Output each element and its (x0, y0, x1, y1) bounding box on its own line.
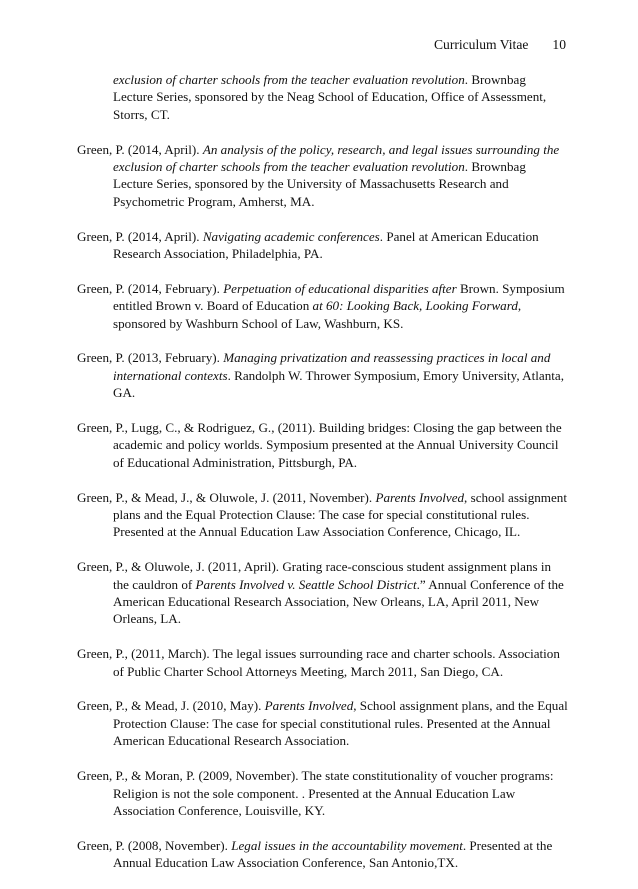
page-number: 10 (552, 37, 566, 52)
citation-entry (77, 228, 569, 263)
citation-text: Green, P. (2014, April). (77, 228, 203, 244)
citation-text: Brown. Symposium entitled Brown v. Board of Education (113, 280, 565, 314)
citation-entry (77, 645, 569, 680)
citation-text: . Randolph W. Thrower Symposium, Emory University, Atlanta, GA. (113, 367, 564, 401)
citation-text: Green, P. (2008, November). (77, 837, 232, 853)
citation-text: Green, P., Lugg, C., & Rodriguez, G., (2011). Building bridges: Closing the gap between the academic and policy worlds. Symposium presented at the Annual University Council of Educational Administration, Pittsburgh, PA. (77, 420, 562, 470)
citation-text: Green, P., & Oluwole, J. (2011, April). Grating race-conscious student assignment plans in the cauldron of (77, 559, 552, 592)
citation-entry (77, 280, 569, 332)
citation-title: Parents Involved (264, 698, 354, 714)
citation-title: Managing privatization and reassessing practices in local and international contexts (113, 350, 551, 383)
citation-text: . Brownbag Lecture Series, sponsored by the University of Massachusetts Research and Psychometric Program, Amherst, MA. (113, 159, 526, 209)
presentations-list (77, 71, 569, 889)
running-header (434, 36, 566, 53)
citation-text: . Panel at American Education Research Association, Philadelphia, PA. (113, 228, 539, 262)
citation-text: . Presented at the Annual Education Law Association Conference, San Antonio,TX. (113, 837, 553, 871)
citation-text: . Brownbag Lecture Series, sponsored by the Neag School of Education, Office of Assessment, Storrs, CT. (113, 72, 547, 122)
citation-entry (77, 489, 569, 541)
citation-text: .” Annual Conference of the American Educational Research Association, New Orleans, LA, April 2011, New Orleans, LA. (113, 576, 564, 627)
citation-entry (77, 697, 569, 749)
citation-title: Perpetuation of educational disparities after (223, 280, 457, 296)
citation-title: Navigating academic conferences (202, 228, 380, 244)
citation-title: at 60: Looking Back, Looking Forward (312, 298, 518, 314)
citation-entry (77, 419, 569, 471)
citation-title: Legal issues in the accountability movement (231, 837, 463, 853)
citation-title: exclusion of charter schools from the teacher evaluation revolution (113, 72, 465, 87)
citation-text: Green, P., (2011, March). The legal issues surrounding race and charter schools. Association of Public Charter School Attorneys Meeting, March 2011, San Diego, CA. (77, 646, 560, 679)
citation-title: An analysis of the policy, research, and legal issues surrounding the exclusion of charter schools from the teacher evaluation revolution (113, 141, 560, 175)
citation-entry (77, 141, 569, 211)
citation-entry-continued (77, 71, 569, 123)
citation-title: Parents Involved (375, 489, 465, 505)
citation-text: Green, P., & Moran, P. (2009, November). The state constitutionality of voucher programs: Religion is not the sole component. . Presented at the Annual Education Law Association Conference, Louisville, KY. (77, 768, 554, 818)
header-title: Curriculum Vitae (433, 37, 529, 52)
citation-entry (77, 837, 569, 872)
citation-text: Green, P. (2014, April). (77, 141, 203, 157)
citation-text: Green, P., & Mead, J. (2010, May). (77, 698, 265, 714)
citation-entry (77, 767, 569, 819)
citation-text: Green, P., & Mead, J., & Oluwole, J. (2011, November). (77, 489, 376, 505)
citation-text: , sponsored by Washburn School of Law, Washburn, KS. (113, 298, 522, 331)
citation-entry (77, 349, 569, 401)
citation-text: , school assignment plans and the Equal Protection Clause: The case for special constitutional rules. Presented at the Annual Education Law Association Conference, Chicago, IL. (113, 489, 567, 540)
citation-text: Green, P. (2014, February). (77, 280, 224, 296)
citation-entry (77, 558, 569, 628)
citation-title: Parents Involved v. Seattle School District (195, 576, 417, 592)
citation-text: Green, P. (2013, February). (77, 350, 224, 366)
citation-text: , School assignment plans, and the Equal Protection Clause: The case for special constitutional rules. Presented at the Annual American Educational Research Association. (113, 698, 568, 749)
